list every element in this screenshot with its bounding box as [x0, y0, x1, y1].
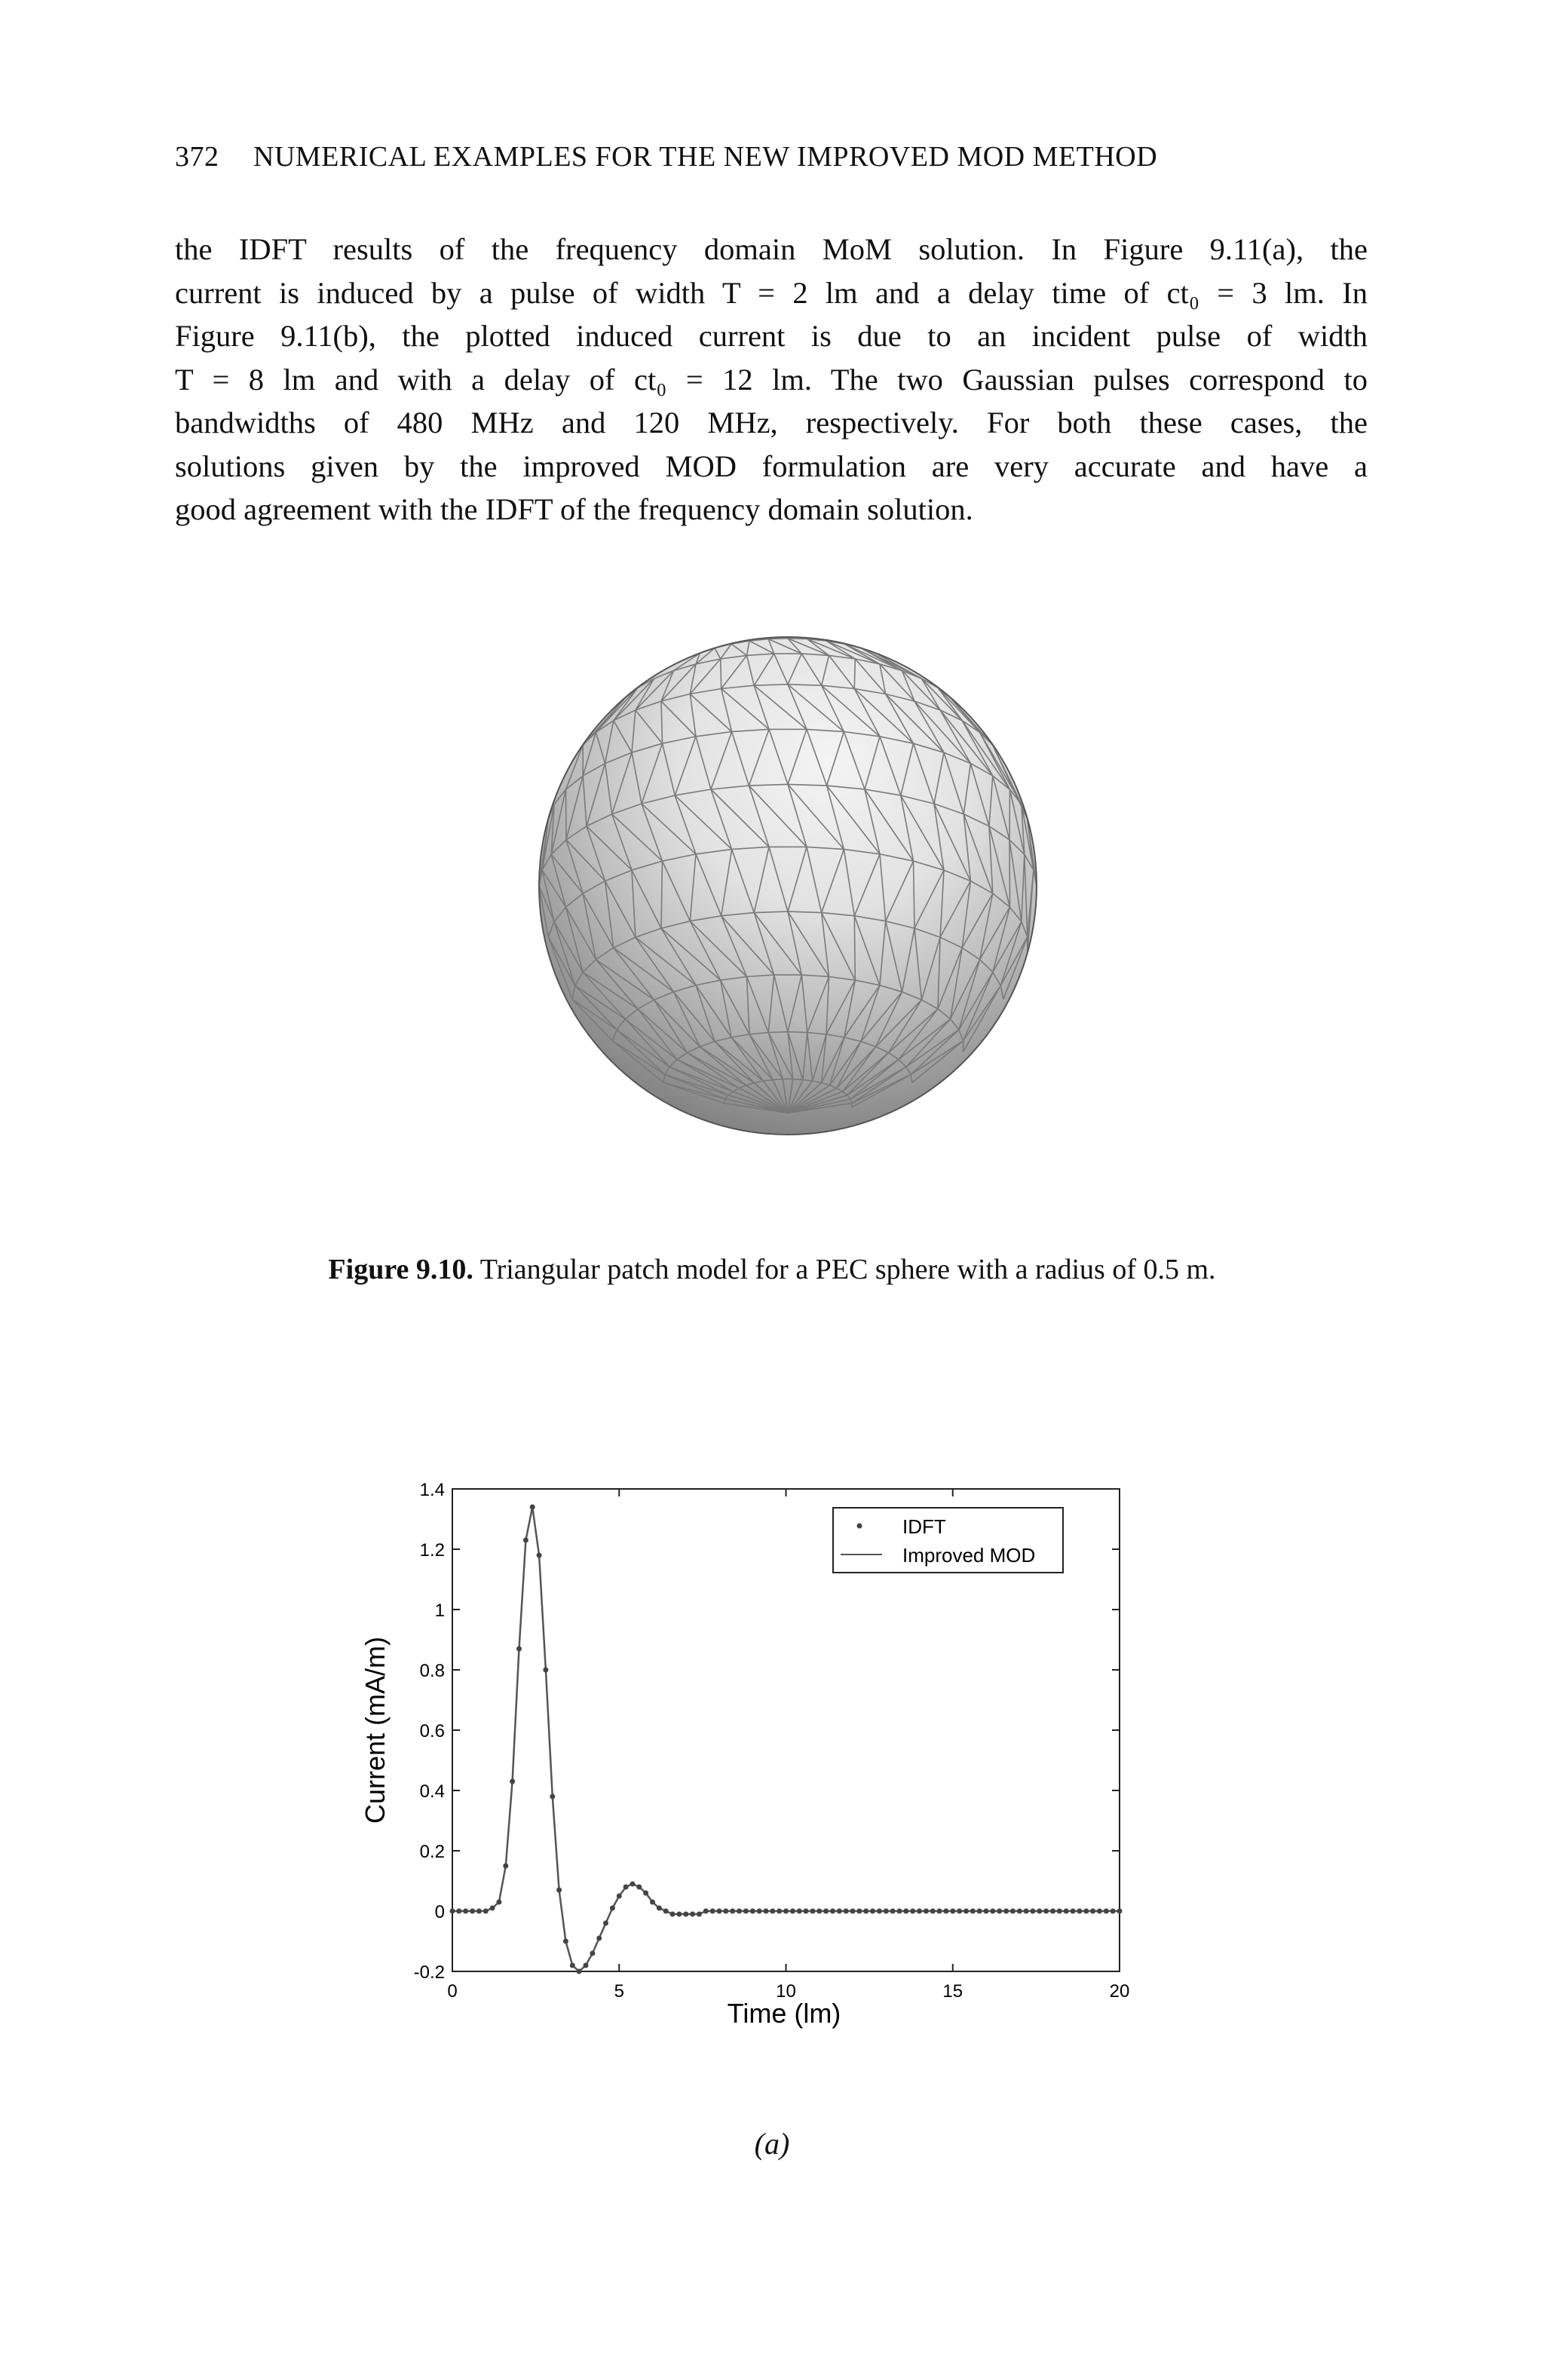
legend-label-idft: IDFT: [902, 1515, 946, 1538]
idft-point: [1064, 1909, 1069, 1914]
idft-point: [710, 1909, 715, 1914]
idft-point: [584, 1963, 589, 1968]
idft-point: [917, 1909, 922, 1914]
idft-point: [490, 1906, 495, 1911]
idft-point: [850, 1909, 856, 1914]
idft-point: [984, 1909, 989, 1914]
mesh-edge: [854, 659, 855, 689]
x-tick-label: 10: [776, 1981, 796, 2002]
chart-legend: [833, 1508, 1063, 1573]
idft-point: [810, 1909, 815, 1914]
idft-point: [496, 1900, 501, 1905]
idft-point: [910, 1909, 915, 1914]
paragraph-line: solutions given by the improved MOD formulation are very accurate and have a: [175, 449, 1368, 483]
running-header: [175, 140, 1366, 173]
idft-point: [1083, 1909, 1089, 1914]
idft-point: [1111, 1909, 1116, 1914]
idft-point: [730, 1909, 735, 1914]
idft-point: [863, 1909, 868, 1914]
idft-point: [1050, 1909, 1055, 1914]
idft-point: [1077, 1909, 1082, 1914]
y-tick-label: 0.4: [419, 1781, 445, 1802]
legend-marker-idft: [857, 1524, 862, 1529]
idft-point: [590, 1951, 595, 1956]
idft-point: [503, 1864, 508, 1869]
idft-point: [870, 1909, 875, 1914]
y-tick-label: 1.2: [419, 1540, 445, 1561]
idft-point: [676, 1912, 682, 1917]
idft-point: [790, 1909, 795, 1914]
idft-point: [977, 1909, 982, 1914]
idft-point: [697, 1912, 702, 1917]
idft-point: [450, 1909, 455, 1914]
x-tick-label: 5: [614, 1981, 624, 2002]
idft-point: [1024, 1909, 1029, 1914]
x-tick-label: 20: [1109, 1981, 1130, 2002]
idft-point: [1097, 1909, 1102, 1914]
idft-point: [570, 1963, 575, 1968]
idft-point: [1090, 1909, 1095, 1914]
idft-point: [957, 1909, 962, 1914]
idft-point: [804, 1909, 809, 1914]
y-tick-label: 0.8: [419, 1661, 445, 1681]
idft-point: [823, 1909, 829, 1914]
idft-point: [743, 1909, 749, 1914]
mesh-edge: [566, 789, 567, 840]
paragraph-line: current is induced by a pulse of width T = 2 lm and a delay time of ct₀ = 3 lm. In: [175, 275, 1368, 310]
idft-point: [750, 1909, 755, 1914]
mesh-edge: [793, 1079, 803, 1080]
y-tick-labels: [414, 1480, 445, 1983]
idft-point: [636, 1885, 642, 1890]
figure-caption: [0, 1253, 1544, 1286]
idft-point: [970, 1909, 976, 1914]
idft-point: [897, 1909, 902, 1914]
idft-point: [690, 1912, 695, 1917]
idft-point: [837, 1909, 842, 1914]
body-paragraph: [175, 228, 1368, 531]
idft-point: [556, 1888, 562, 1893]
idft-point: [1043, 1909, 1049, 1914]
idft-point: [757, 1909, 762, 1914]
mesh-edge: [1009, 789, 1010, 840]
idft-point: [1117, 1909, 1123, 1914]
mesh-edge: [788, 1032, 807, 1033]
x-axis-label: Time (lm): [727, 1998, 841, 2029]
mesh-edge: [1009, 840, 1010, 907]
paragraph-line: bandwidths of 480 MHz and 120 MHz, respectively. For both these cases, the: [175, 406, 1368, 440]
idft-point: [577, 1969, 582, 1974]
idft-point: [537, 1553, 542, 1558]
idft-point: [943, 1909, 948, 1914]
idft-point: [844, 1909, 849, 1914]
idft-point: [717, 1909, 722, 1914]
idft-point: [596, 1936, 602, 1941]
series-layer: [450, 1505, 1123, 1974]
idft-point: [890, 1909, 896, 1914]
paragraph-line: the IDFT results of the frequency domain MoM solution. In Figure 9.11(a), the: [175, 232, 1368, 266]
idft-point: [1030, 1909, 1035, 1914]
x-tick-label: 0: [447, 1981, 458, 2002]
subfigure-label: (a): [754, 2127, 790, 2161]
idft-point: [937, 1909, 942, 1914]
legend-label-mod: Improved MOD: [902, 1544, 1036, 1567]
y-tick-label: -0.2: [413, 1962, 445, 1983]
page-number: 372: [175, 141, 219, 173]
y-tick-label: 1: [434, 1600, 445, 1621]
idft-point: [650, 1900, 655, 1905]
idft-point: [643, 1891, 648, 1896]
idft-point: [610, 1906, 615, 1911]
idft-point: [456, 1909, 461, 1914]
idft-point: [703, 1909, 709, 1914]
idft-point: [990, 1909, 995, 1914]
figure-label: Figure 9.10.: [328, 1254, 473, 1285]
idft-point: [623, 1885, 629, 1890]
y-tick-label: 0.6: [419, 1721, 445, 1741]
idft-point: [764, 1909, 769, 1914]
idft-point: [884, 1909, 889, 1914]
idft-point: [903, 1909, 908, 1914]
idft-point: [950, 1909, 955, 1914]
y-axis-label: Current (mA/m): [360, 1636, 391, 1824]
idft-point: [1104, 1909, 1109, 1914]
current-vs-time-chart: [347, 1470, 1161, 2111]
idft-point: [797, 1909, 802, 1914]
idft-point: [1017, 1909, 1022, 1914]
x-tick-label: 15: [942, 1981, 963, 2002]
idft-point: [1057, 1909, 1062, 1914]
idft-point: [670, 1912, 676, 1917]
idft-point: [816, 1909, 822, 1914]
idft-point: [530, 1505, 535, 1510]
idft-point: [856, 1909, 862, 1914]
idft-point: [770, 1909, 775, 1914]
running-title: NUMERICAL EXAMPLES FOR THE NEW IMPROVED MOD METHOD: [253, 141, 1158, 173]
idft-point: [1003, 1909, 1009, 1914]
idft-point: [783, 1909, 789, 1914]
idft-point: [1071, 1909, 1076, 1914]
idft-point: [603, 1921, 608, 1926]
mesh-edge: [773, 1079, 783, 1080]
idft-point: [476, 1909, 482, 1914]
idft-point: [930, 1909, 936, 1914]
paragraph-line: good agreement with the IDFT of the frequency domain solution.: [175, 492, 973, 526]
y-tick-label: 0: [434, 1902, 445, 1922]
idft-point: [630, 1882, 636, 1887]
idft-point: [963, 1909, 969, 1914]
idft-point: [483, 1909, 489, 1914]
idft-point: [463, 1909, 468, 1914]
idft-point: [723, 1909, 728, 1914]
idft-point: [1010, 1909, 1016, 1914]
sphere-mesh-figure: [528, 618, 1055, 1161]
idft-point: [663, 1909, 669, 1914]
idft-point: [523, 1538, 528, 1543]
series-line-improved-mod: [452, 1507, 1120, 1971]
mesh-edge: [768, 1032, 788, 1033]
mesh-edge: [854, 916, 855, 980]
idft-point: [510, 1779, 515, 1784]
idft-point: [997, 1909, 1002, 1914]
paragraph-line: T = 8 lm and with a delay of ct₀ = 12 lm. The two Gaussian pulses correspond to: [175, 362, 1368, 397]
idft-point: [777, 1909, 782, 1914]
y-tick-label: 1.4: [419, 1480, 445, 1500]
figure-caption-text: Triangular patch model for a PEC sphere with a radius of 0.5 m.: [479, 1254, 1216, 1285]
idft-point: [563, 1939, 568, 1944]
idft-point: [470, 1909, 475, 1914]
paragraph-line: Figure 9.11(b), the plotted induced current is due to an incident pulse of width: [175, 319, 1368, 353]
idft-point: [877, 1909, 882, 1914]
idft-point: [550, 1794, 555, 1800]
idft-point: [543, 1668, 548, 1673]
idft-point: [830, 1909, 835, 1914]
idft-point: [657, 1906, 662, 1911]
idft-point: [516, 1646, 522, 1652]
y-tick-label: 0.2: [419, 1842, 445, 1862]
idft-point: [1037, 1909, 1042, 1914]
idft-point: [617, 1894, 622, 1899]
idft-point: [683, 1912, 688, 1917]
idft-point: [924, 1909, 929, 1914]
idft-point: [737, 1909, 742, 1914]
